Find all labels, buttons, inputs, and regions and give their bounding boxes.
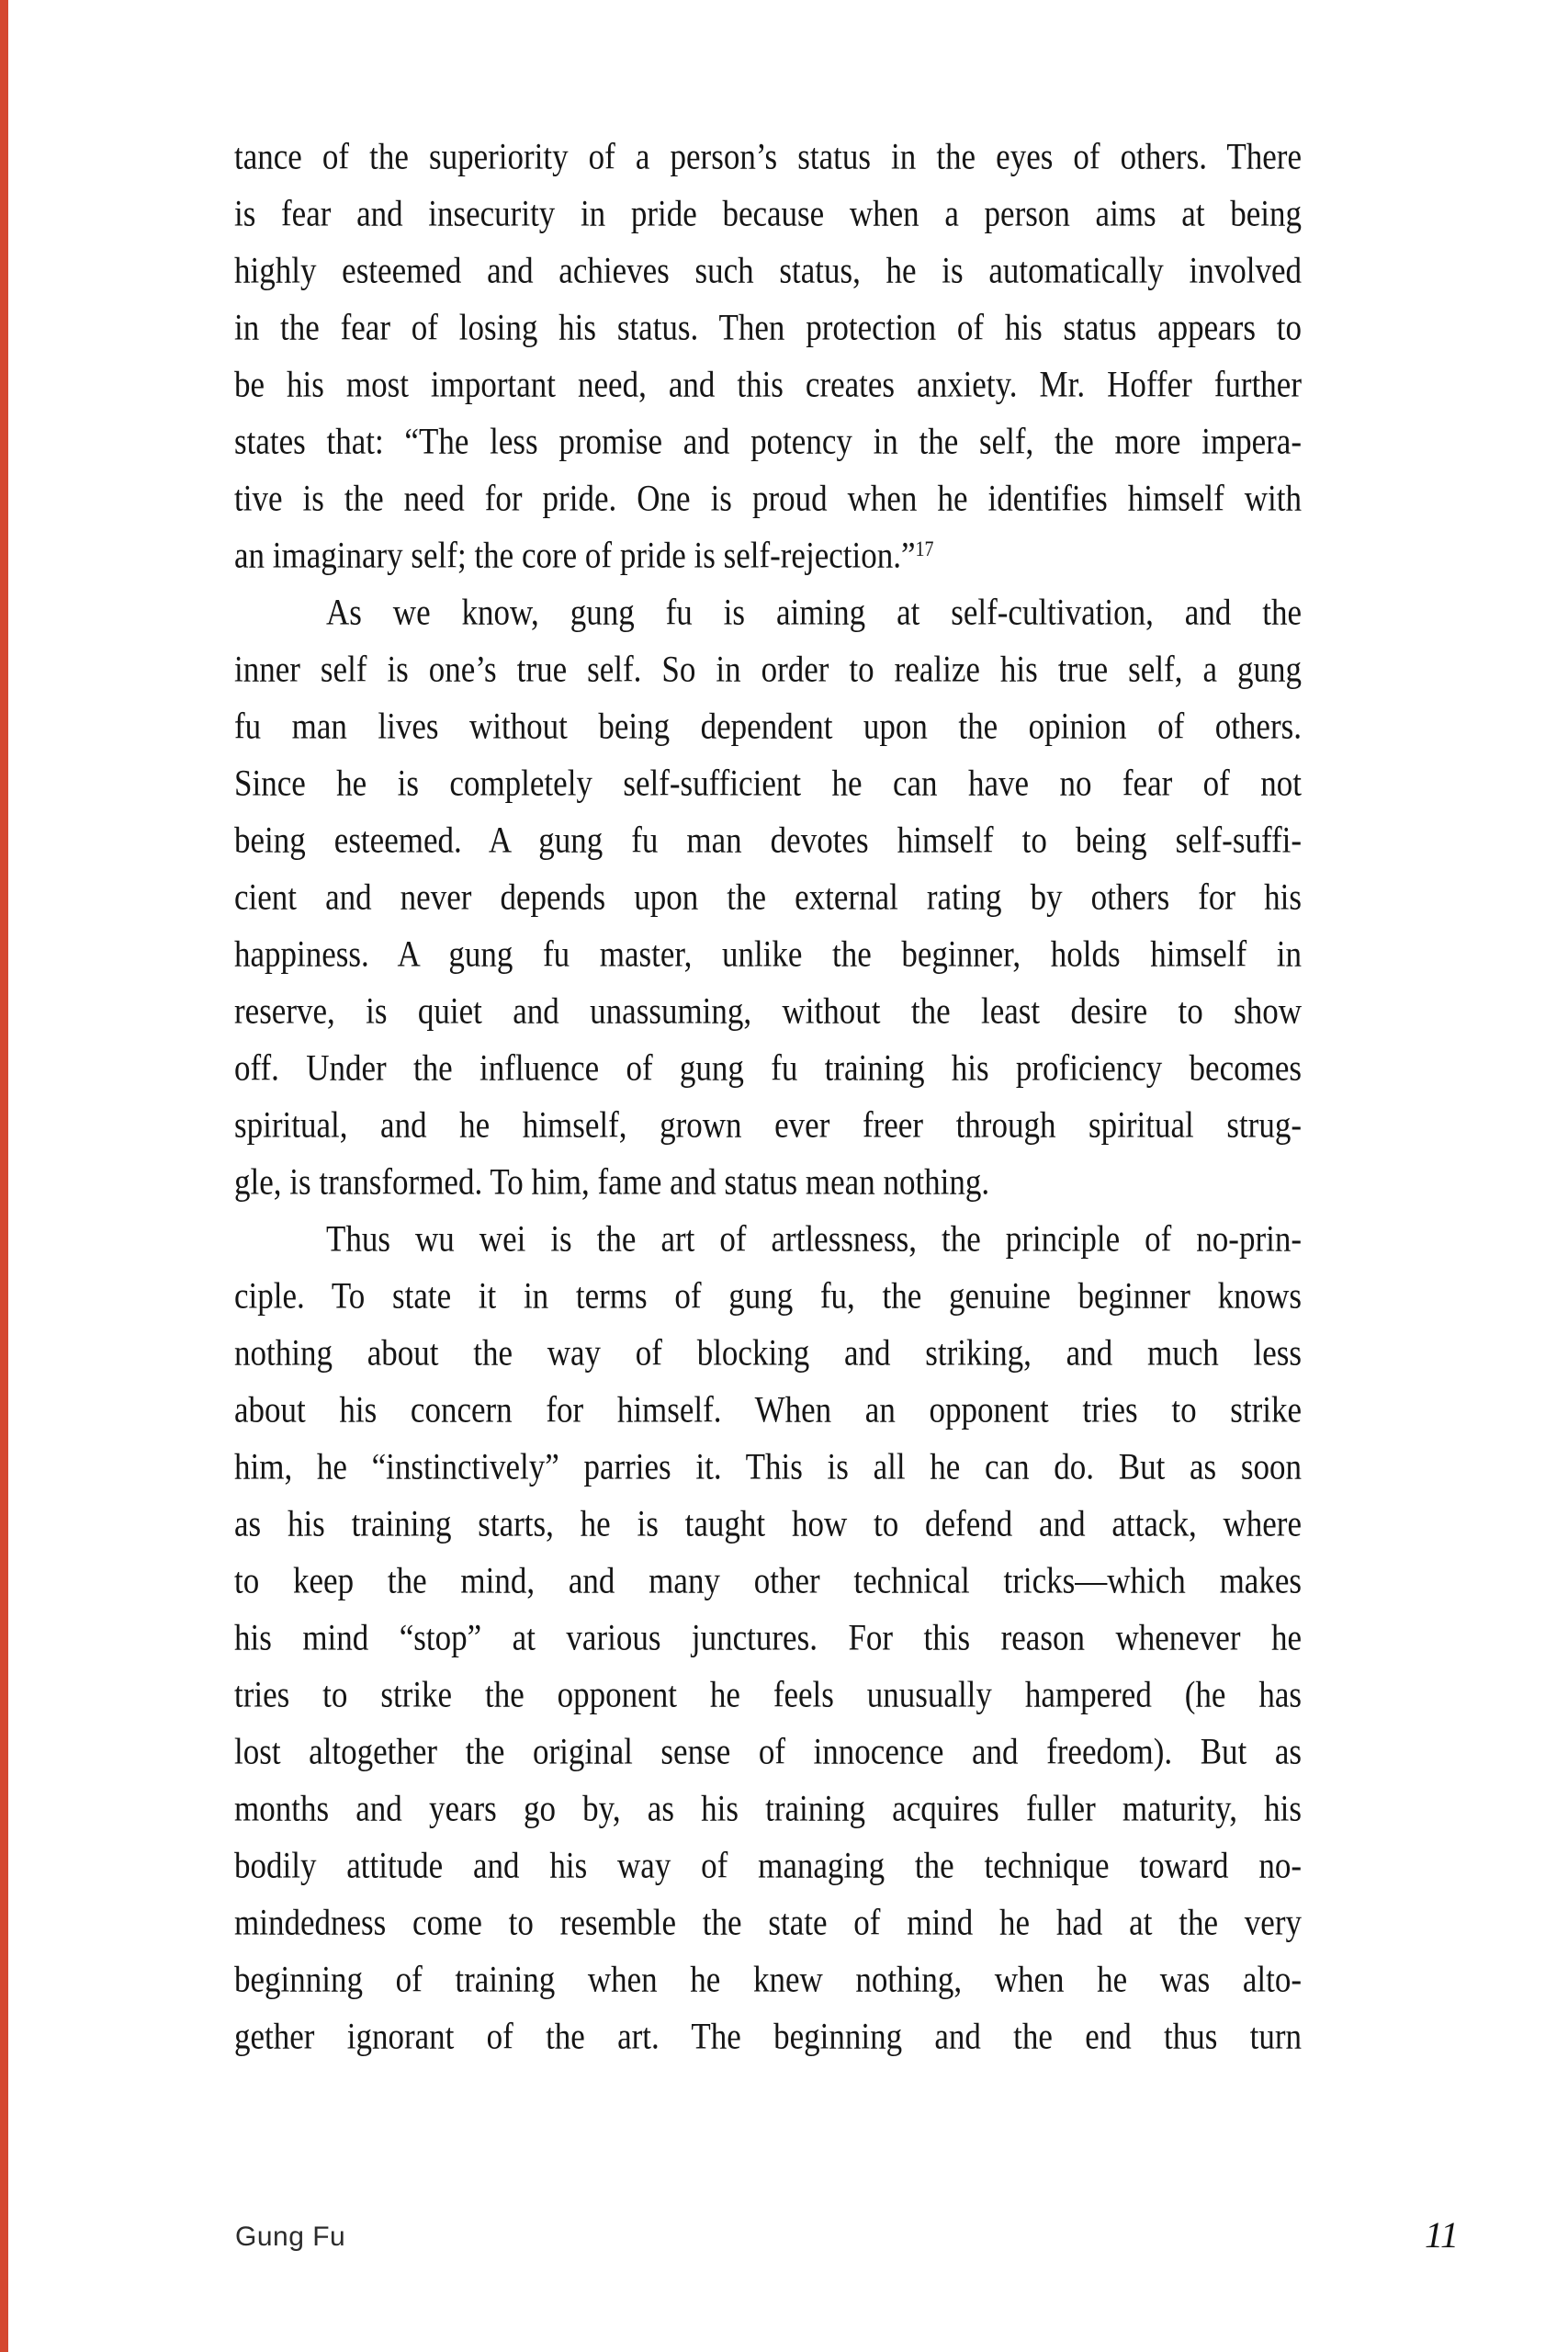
text-line xyxy=(234,181,1302,246)
text-line xyxy=(234,637,1302,702)
text-line xyxy=(234,580,1302,645)
text-line-content: is fear and insecurity in pride because when a person aims at being xyxy=(234,193,1302,234)
text-line xyxy=(234,1947,1302,2012)
page-number: 11 xyxy=(1424,2214,1459,2256)
text-line-content: highly esteemed and achieves such status, he is automatically involved xyxy=(234,250,1302,291)
text-line xyxy=(234,978,1302,1044)
text-line xyxy=(234,1092,1302,1158)
text-line-content: tries to strike the opponent he feels unusually hampered (he has xyxy=(234,1674,1302,1715)
text-line-content: tance of the superiority of a person’s status in the eyes of others. There xyxy=(234,136,1302,177)
text-line xyxy=(234,295,1302,360)
text-line-content: months and years go by, as his training acquires fuller maturity, his xyxy=(234,1788,1302,1829)
text-line xyxy=(234,751,1302,816)
text-line xyxy=(234,2004,1302,2069)
text-line xyxy=(234,865,1302,930)
text-line-content: states that: “The less promise and potency in the self, the more impera- xyxy=(234,421,1302,462)
text-line-content: lost altogether the original sense of innocence and freedom). But as xyxy=(234,1731,1302,1772)
text-line xyxy=(234,1776,1302,1841)
text-line-content: reserve, is quiet and unassuming, without the least desire to show xyxy=(234,990,1302,1032)
text-line xyxy=(234,1605,1302,1670)
text-line-content: mindedness come to resemble the state of mind he had at the very xyxy=(234,1902,1302,1943)
text-line-content: Since he is completely self-sufficient he can have no fear of not xyxy=(234,763,1302,804)
text-line xyxy=(234,1719,1302,1784)
text-line-content: inner self is one’s true self. So in order to realize his true self, a gung xyxy=(234,649,1302,690)
text-line xyxy=(234,694,1302,759)
text-line-content: beginning of training when he knew nothing, when he was alto- xyxy=(234,1959,1302,2000)
text-line xyxy=(234,1377,1302,1442)
text-line xyxy=(234,1263,1302,1329)
footnote-reference: 17 xyxy=(915,537,934,561)
text-line-content: in the fear of losing his status. Then protection of his status appears to xyxy=(234,307,1302,348)
text-line-content: about his concern for himself. When an opponent tries to strike xyxy=(234,1389,1302,1430)
text-line-content: as his training starts, he is taught how to defend and attack, where xyxy=(234,1503,1302,1544)
running-footer-title: Gung Fu xyxy=(235,2222,346,2252)
text-line-content: off. Under the influence of gung fu training his proficiency becomes xyxy=(234,1047,1302,1089)
text-line-content: cient and never depends upon the external rating by others for his xyxy=(234,876,1302,918)
text-line-content: to keep the mind, and many other technical tricks—which makes xyxy=(234,1560,1302,1601)
text-line xyxy=(234,238,1302,303)
text-line xyxy=(234,124,1302,189)
text-line-content: his mind “stop” at various junctures. For this reason whenever he xyxy=(234,1617,1302,1658)
text-line-content: an imaginary self; the core of pride is self-rejection.” xyxy=(234,535,916,576)
text-line xyxy=(234,352,1302,417)
text-line xyxy=(234,1890,1302,1955)
text-line xyxy=(234,1149,1302,1215)
text-line-content: being esteemed. A gung fu man devotes himself to being self-suffi- xyxy=(234,820,1302,861)
text-line xyxy=(234,922,1302,987)
text-line xyxy=(234,1434,1302,1499)
text-line-content: be his most important need, and this creates anxiety. Mr. Hoffer further xyxy=(234,364,1302,405)
page-edge-stripe xyxy=(0,0,8,2352)
text-line xyxy=(234,1035,1302,1101)
text-line xyxy=(234,1491,1302,1556)
text-line xyxy=(234,808,1302,873)
text-line-content: gether ignorant of the art. The beginning and the end thus turn xyxy=(234,2016,1302,2057)
text-line-content: As we know, gung fu is aiming at self-cultivation, and the xyxy=(326,592,1302,633)
text-line-content: Thus wu wei is the art of artlessness, the principle of no-prin- xyxy=(326,1218,1302,1260)
text-line-content: happiness. A gung fu master, unlike the beginner, holds himself in xyxy=(234,933,1302,975)
text-line xyxy=(234,409,1302,474)
text-line xyxy=(234,1548,1302,1613)
text-line xyxy=(234,1662,1302,1727)
text-line-content: tive is the need for pride. One is proud when he identifies himself with xyxy=(234,478,1302,519)
text-line xyxy=(234,1833,1302,1898)
text-line xyxy=(234,523,1302,588)
text-line-content: nothing about the way of blocking and striking, and much less xyxy=(234,1332,1302,1374)
text-line-content: spiritual, and he himself, grown ever freer through spiritual strug- xyxy=(234,1104,1302,1146)
text-line-content: ciple. To state it in terms of gung fu, the genuine beginner knows xyxy=(234,1275,1302,1317)
text-line xyxy=(234,466,1302,531)
text-line xyxy=(234,1320,1302,1385)
text-line-content: bodily attitude and his way of managing the technique toward no- xyxy=(234,1845,1302,1886)
text-line-content: him, he “instinctively” parries it. This is all he can do. But as soon xyxy=(234,1446,1302,1487)
body-text xyxy=(234,129,1302,2065)
text-line xyxy=(234,1206,1302,1272)
text-line-content: gle, is transformed. To him, fame and status mean nothing. xyxy=(234,1161,990,1203)
text-line-content: fu man lives without being dependent upon the opinion of others. xyxy=(234,706,1302,747)
